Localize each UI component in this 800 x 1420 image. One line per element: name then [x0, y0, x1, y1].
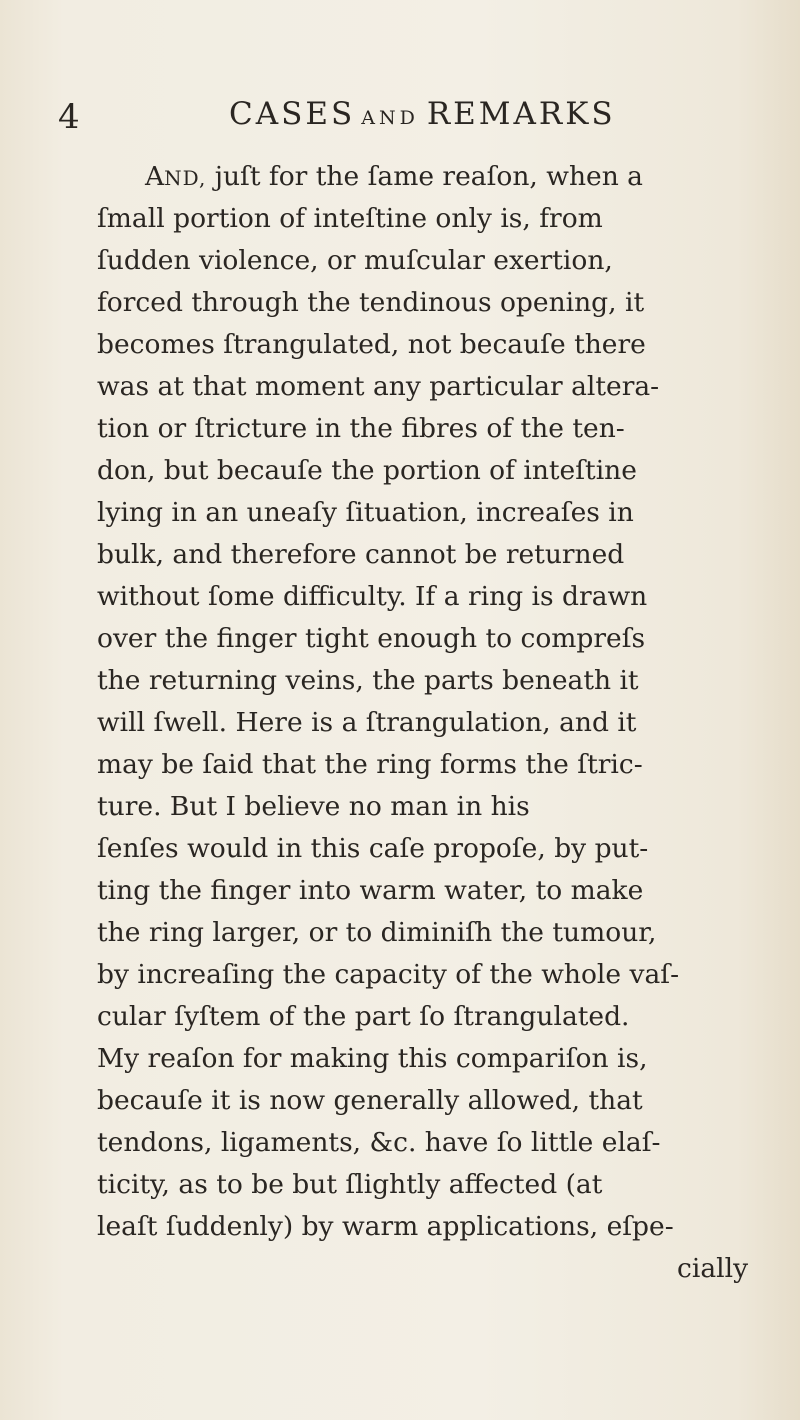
text-line: bulk, and therefore cannot be returned — [97, 539, 625, 570]
text-line: becomes ſtrangulated, not becauſe there — [97, 329, 646, 360]
line-text: juſt for the ſame reaſon, when a — [206, 161, 643, 192]
catchword: cially — [677, 1253, 749, 1284]
text-line: without ſome difficulty. If a ring is drawn — [97, 581, 648, 612]
text-line: will ſwell. Here is a ſtrangulation, and it — [97, 707, 637, 738]
text-line — [145, 156, 643, 198]
running-head-and: AND — [361, 107, 419, 129]
text-line: by increaſing the capacity of the whole vaſ- — [97, 959, 680, 990]
first-word-initial: A — [145, 161, 165, 192]
text-line: the ring larger, or to diminiſh the tumour, — [97, 917, 657, 948]
text-line: ſmall portion of inteſtine only is, from — [97, 203, 603, 234]
text-line: don, but becauſe the portion of inteſtine — [97, 455, 637, 486]
page-number: 4 — [58, 97, 80, 137]
text-line: ſenſes would in this caſe propoſe, by put- — [97, 833, 649, 864]
text-line: ture. But I believe no man in his — [97, 791, 530, 822]
text-line: ſudden violence, or muſcular exertion, — [97, 245, 613, 276]
text-line: ting the finger into warm water, to make — [97, 875, 644, 906]
text-line: lying in an uneaſy ſituation, increaſes in — [97, 497, 634, 528]
text-line: the returning veins, the parts beneath it — [97, 665, 639, 696]
first-word-rest: ND, — [164, 166, 207, 190]
text-line: leaſt ſuddenly) by warm applications, eſpe- — [97, 1211, 674, 1242]
text-line: tendons, ligaments, &c. have ſo little elaſ- — [97, 1127, 661, 1158]
running-head — [229, 96, 616, 136]
text-line: My reaſon for making this compariſon is, — [97, 1043, 648, 1074]
text-line: tion or ſtricture in the fibres of the ten- — [97, 413, 625, 444]
text-line: ticity, as to be but ſlightly affected (at — [97, 1169, 603, 1200]
text-line: may be ſaid that the ring forms the ſtric- — [97, 749, 643, 780]
text-line: was at that moment any particular altera- — [97, 371, 660, 402]
text-line: over the finger tight enough to compreſs — [97, 623, 646, 654]
text-line: becauſe it is now generally allowed, that — [97, 1085, 643, 1116]
running-head-remarks: REMARKS — [426, 96, 616, 132]
text-line: forced through the tendinous opening, it — [97, 287, 645, 318]
text-line: cular ſyſtem of the part ſo ſtrangulated. — [97, 1001, 630, 1032]
running-head-cases: CASES — [229, 96, 356, 132]
